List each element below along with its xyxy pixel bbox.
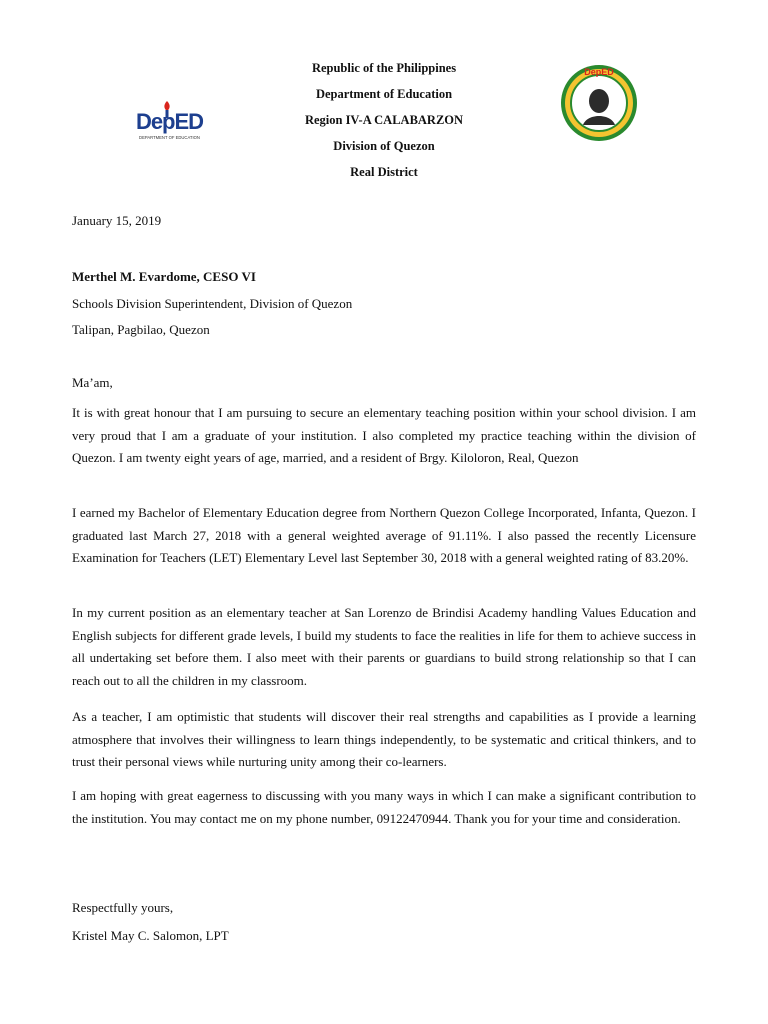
- paragraph-2-text: I earned my Bachelor of Elementary Education degree from Northern Quezon College Incorporated, Infanta, Quezon. I graduated last March 27, 2018 with a general weighted average of 91.11%. I also passed the recently Licensure Examination for Teachers (LET) Elementary Level last September 30, 2018 with a general weighted rating of 83.20%.: [72, 505, 696, 565]
- paragraph-1: [72, 402, 696, 470]
- paragraph-5-text: I am hoping with great eagerness to discussing with you many ways in which I can make a significant contribution to the institution. You may contact me on my phone number, 09122470944. Thank you for your time and consideration.: [72, 788, 696, 826]
- paragraph-1-text: It is with great honour that I am pursuing to secure an elementary teaching position within your school division. I am very proud that I am a graduate of your institution. I also completed my practice teaching within the division of Quezon. I am twenty eight years of age, married, and a resident of Brgy. Kiloloron, Real, Quezon: [72, 405, 696, 465]
- letterhead-line-3: Region IV-A CALABARZON: [304, 113, 464, 127]
- deped-logo-text: DepED: [135, 109, 204, 134]
- recipient-address: Talipan, Pagbilao, Quezon: [72, 322, 210, 337]
- deped-logo-subtext: DEPARTMENT OF EDUCATION: [139, 135, 200, 140]
- letterhead: [0, 55, 768, 185]
- paragraph-3-text: In my current position as an elementary teacher at San Lorenzo de Brindisi Academy handling Values Education and English subjects for different grade levels, I build my students to face the realities in life for them to achieve success in all undertaking set before them. I also meet with their parents or guardians to build strong relationship so that I can reach out to all the children in my classroom.: [72, 605, 696, 688]
- letterhead-line-5: Real District: [350, 165, 418, 179]
- letterhead-line-4: Division of Quezon: [333, 139, 435, 153]
- closing: Respectfully yours,: [72, 900, 174, 915]
- letterhead-line-2: Department of Education: [315, 87, 453, 101]
- seal-text: DepED: [584, 67, 614, 77]
- signature-name: Kristel May C. Salomon, LPT: [72, 928, 229, 943]
- paragraph-3: [72, 602, 696, 692]
- paragraph-4: [72, 706, 696, 774]
- paragraph-4-text: As a teacher, I am optimistic that students will discover their real strengths and capabilities as I provide a learning atmosphere that involves their willingness to learn things independently, to be systematic and critical thinkers, and to trust their personal views while nurturing unity among their co-learners.: [72, 709, 696, 769]
- recipient-name: Merthel M. Evardome, CESO VI: [72, 269, 256, 284]
- paragraph-2: [72, 502, 696, 570]
- letterhead-line-1: Republic of the Philippines: [311, 61, 457, 75]
- recipient-title: Schools Division Superintendent, Division of Quezon: [72, 296, 353, 311]
- letter-date: January 15, 2019: [72, 213, 162, 228]
- salutation: Ma’am,: [72, 375, 113, 390]
- paragraph-5: [72, 785, 696, 830]
